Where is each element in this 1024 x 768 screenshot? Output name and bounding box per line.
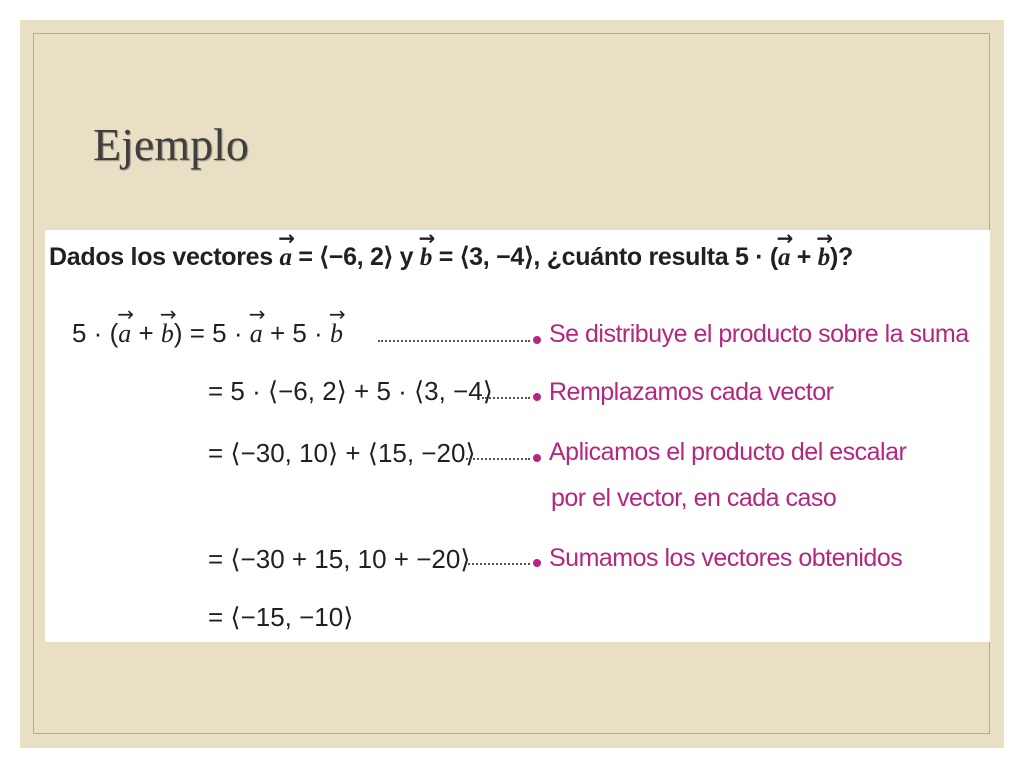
bullet-icon xyxy=(533,559,541,567)
step-4-expression: = ⟨−30 + 15, 10 + −20⟩ xyxy=(208,544,471,574)
leader-dots xyxy=(468,563,530,565)
step-1-note: Se distribuye el producto sobre la suma xyxy=(549,320,969,348)
step-5-result: = ⟨−15, −10⟩ xyxy=(208,602,354,632)
step-1-expression xyxy=(72,320,343,347)
bullet-icon xyxy=(533,336,541,344)
vector-a: → a xyxy=(280,245,292,270)
vector-b: → b xyxy=(818,245,830,270)
leader-dots xyxy=(378,340,530,342)
step-1-lhs-end: ) = 5 · xyxy=(173,318,250,348)
question-suffix: )? xyxy=(829,243,853,271)
problem-statement xyxy=(49,245,853,270)
step-1-mid: + 5 · xyxy=(262,318,330,348)
vector-a: → a xyxy=(118,321,131,347)
step-3-note: Aplicamos el producto del escalar xyxy=(549,438,907,466)
step-1-lhs-plus: + xyxy=(131,318,161,348)
step-1-lhs-start: 5 · ( xyxy=(72,318,119,348)
step-2-note: Remplazamos cada vector xyxy=(549,378,834,406)
vector-a: → a xyxy=(778,245,790,270)
vector-a: → a xyxy=(250,321,263,347)
vector-b-value: = ⟨3, −4⟩, ¿cuánto resulta 5 · ( xyxy=(432,243,778,271)
leader-dots xyxy=(466,458,530,460)
leader-dots xyxy=(482,397,530,399)
plus-sign: + xyxy=(790,243,818,271)
vector-b: → b xyxy=(330,321,343,347)
example-panel xyxy=(45,230,990,642)
vector-b: → b xyxy=(420,245,432,270)
bullet-icon xyxy=(533,454,541,462)
step-3-note-line-2: por el vector, en cada caso xyxy=(551,484,837,512)
step-3-expression: = ⟨−30, 10⟩ + ⟨15, −20⟩ xyxy=(208,438,476,468)
step-4-note: Sumamos los vectores obtenidos xyxy=(549,544,903,572)
question-prefix: Dados los vectores xyxy=(49,243,280,271)
step-2-expression: = 5 · ⟨−6, 2⟩ + 5 · ⟨3, −4⟩ xyxy=(208,376,493,406)
bullet-icon xyxy=(533,393,541,401)
vector-b: → b xyxy=(161,321,174,347)
vector-a-value: = ⟨−6, 2⟩ y xyxy=(291,243,420,271)
slide-title: Ejemplo xyxy=(93,119,249,170)
